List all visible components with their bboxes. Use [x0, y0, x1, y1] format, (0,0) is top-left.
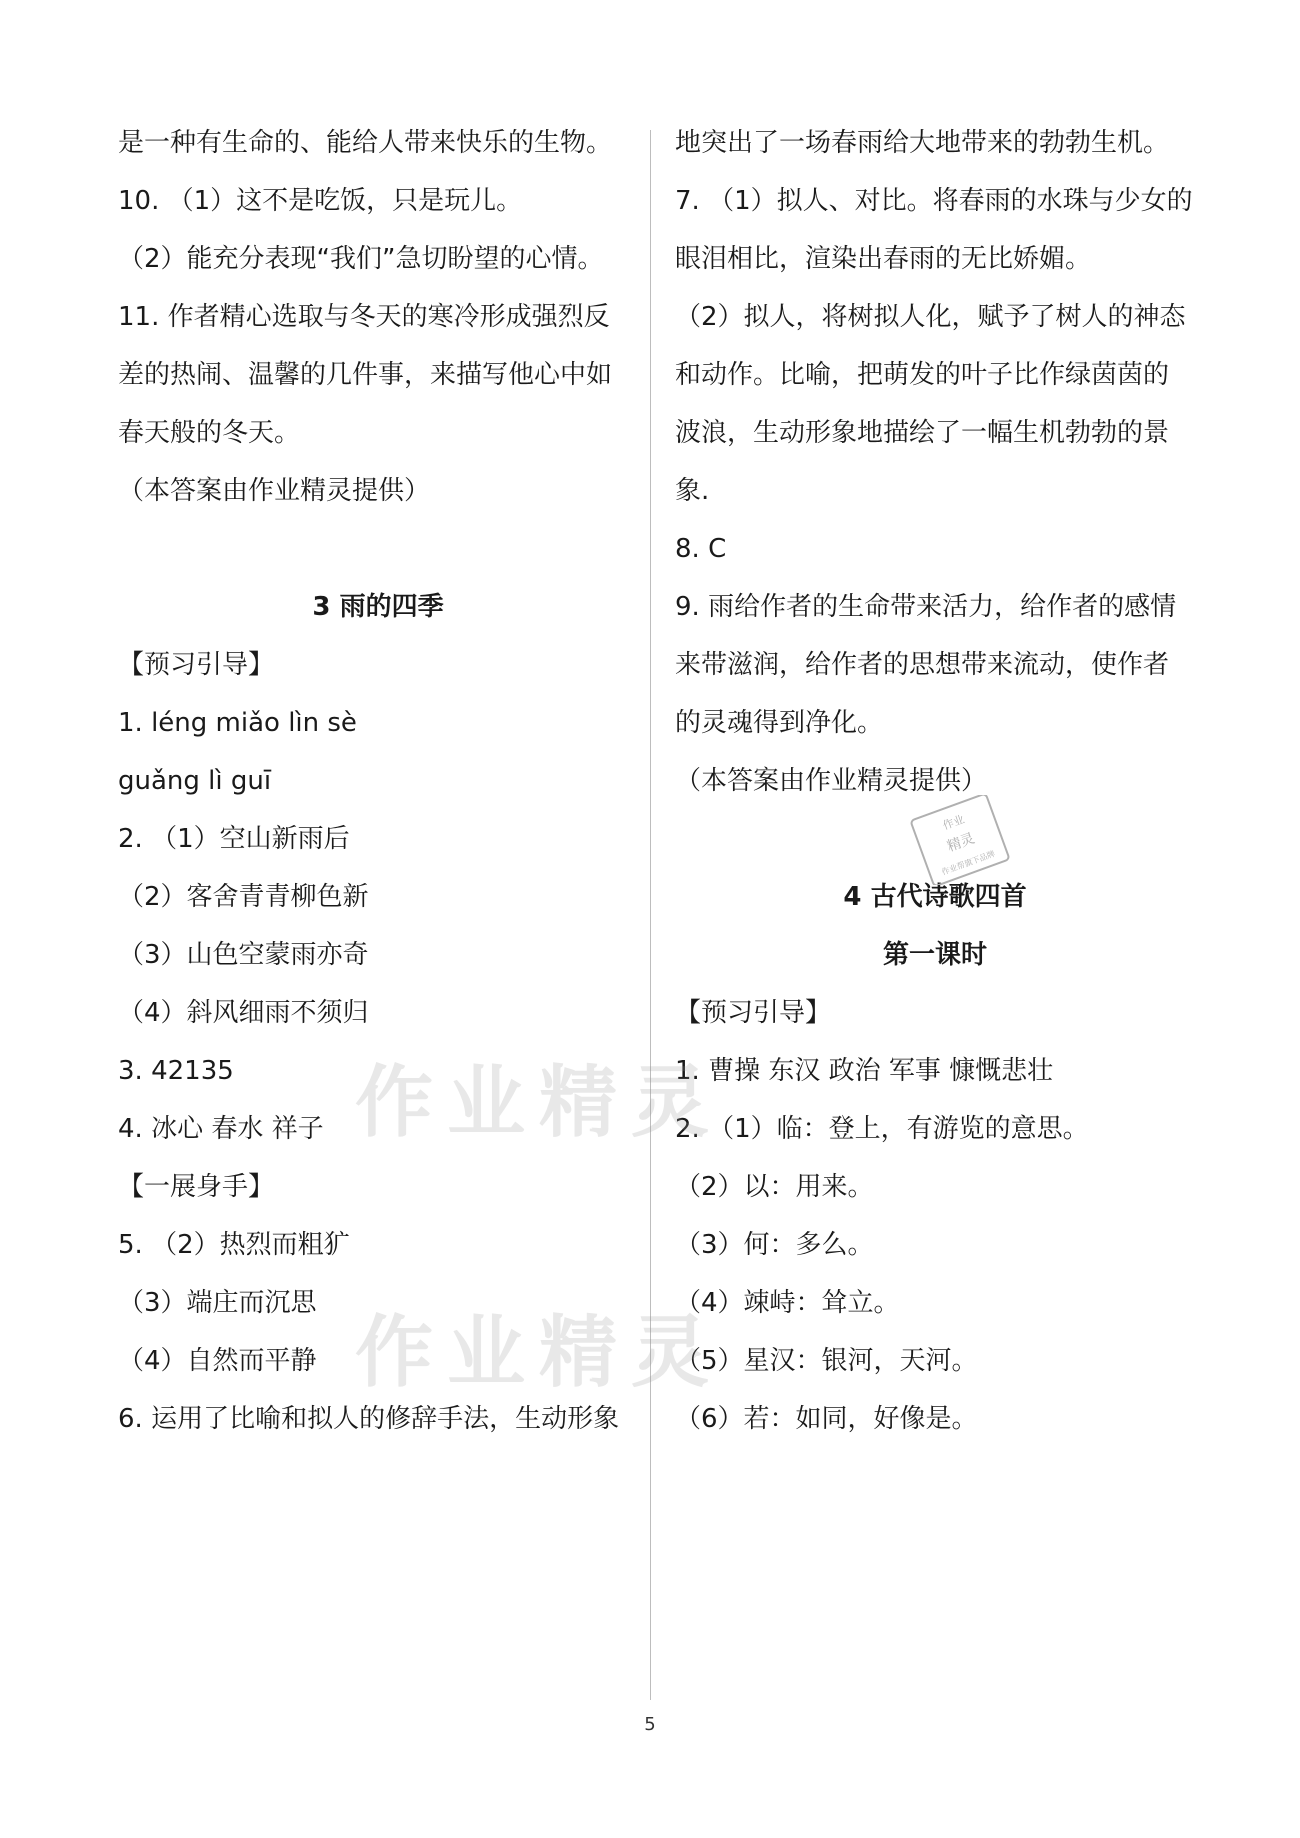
- answer-credit: （本答案由作业精灵提供）: [118, 476, 431, 506]
- answer-7-1: 7. （1）拟人、对比。将春雨的水珠与少女的: [675, 186, 1193, 216]
- stamp-middle-text: 精灵: [945, 830, 977, 856]
- answer-9: 9. 雨给作者的生命带来活力，给作者的感情: [675, 592, 1177, 622]
- watermark-stamp-icon: [890, 795, 1030, 885]
- answer-1-pinyin-cont: guǎng lì guī: [118, 766, 272, 796]
- answer-2-2: （2）客舍青青柳色新: [118, 882, 369, 912]
- answer-10-1: 10. （1）这不是吃饭，只是玩儿。: [118, 186, 523, 216]
- text-line: 差的热闹、温馨的几件事，来描写他心中如: [118, 360, 613, 390]
- subsection-heading: 【预习引导】: [118, 650, 275, 680]
- text-line: 波浪，生动形象地描绘了一幅生机勃勃的景: [675, 418, 1170, 448]
- subsection-heading: 【预习引导】: [675, 998, 832, 1028]
- answer-credit: （本答案由作业精灵提供）: [675, 766, 988, 796]
- page-number: 5: [644, 1714, 656, 1735]
- answer-8: 8. C: [675, 534, 727, 564]
- answer-5-2: 5. （2）热烈而粗犷: [118, 1230, 350, 1260]
- answer-2-3: （3）何：多么。: [675, 1230, 874, 1260]
- answer-2-6: （6）若：如同，好像是。: [675, 1404, 978, 1434]
- lesson-title: 第一课时: [882, 940, 987, 970]
- answer-7-2: （2）拟人，将树拟人化，赋予了树人的神态: [675, 302, 1186, 332]
- answer-4: 4. 冰心 春水 祥子: [118, 1114, 324, 1144]
- answer-1-pinyin: 1. léng miǎo lìn sè: [118, 708, 357, 738]
- answer-11: 11. 作者精心选取与冬天的寒冷形成强烈反: [118, 302, 610, 332]
- text-line: 春天般的冬天。: [118, 418, 301, 448]
- text-line: 象.: [675, 476, 710, 506]
- answer-2-5: （5）星汉：银河，天河。: [675, 1346, 978, 1376]
- watermark-text: 作业精灵: [355, 1057, 724, 1148]
- answer-2-4: （4）竦峙：耸立。: [675, 1288, 900, 1318]
- answer-5-3: （3）端庄而沉思: [118, 1288, 317, 1318]
- answer-2-2: （2）以：用来。: [675, 1172, 874, 1202]
- text-line: 来带滋润，给作者的思想带来流动，使作者: [675, 650, 1170, 680]
- answer-1: 1. 曹操 东汉 政治 军事 慷慨悲壮: [675, 1056, 1054, 1086]
- answer-5-4: （4）自然而平静: [118, 1346, 317, 1376]
- stamp-top-text: 作业: [941, 812, 967, 833]
- subsection-heading: 【一展身手】: [118, 1172, 275, 1202]
- text-line: 眼泪相比，渲染出春雨的无比娇媚。: [675, 244, 1092, 274]
- stamp-bottom-text: 作业帮旗下品牌: [940, 849, 997, 877]
- section-title: 3 雨的四季: [312, 592, 444, 622]
- text-line: 是一种有生命的、能给人带来快乐的生物。: [118, 128, 613, 158]
- column-divider: [650, 130, 651, 1700]
- text-line: 和动作。比喻，把萌发的叶子比作绿茵茵的: [675, 360, 1170, 390]
- watermark-text: 作业精灵: [355, 1307, 724, 1398]
- answer-2-3: （3）山色空蒙雨亦奇: [118, 940, 369, 970]
- text-line: 的灵魂得到净化。: [675, 708, 884, 738]
- answer-2-4: （4）斜风细雨不须归: [118, 998, 369, 1028]
- answer-6: 6. 运用了比喻和拟人的修辞手法，生动形象: [118, 1404, 620, 1434]
- answer-10-2: （2）能充分表现“我们”急切盼望的心情。: [118, 244, 604, 274]
- answer-3: 3. 42135: [118, 1056, 234, 1086]
- answer-2-1: 2. （1）空山新雨后: [118, 824, 350, 854]
- answer-2-1: 2. （1）临：登上，有游览的意思。: [675, 1114, 1089, 1144]
- text-line: 地突出了一场春雨给大地带来的勃勃生机。: [675, 128, 1170, 158]
- section-title: 4 古代诗歌四首: [843, 882, 1027, 912]
